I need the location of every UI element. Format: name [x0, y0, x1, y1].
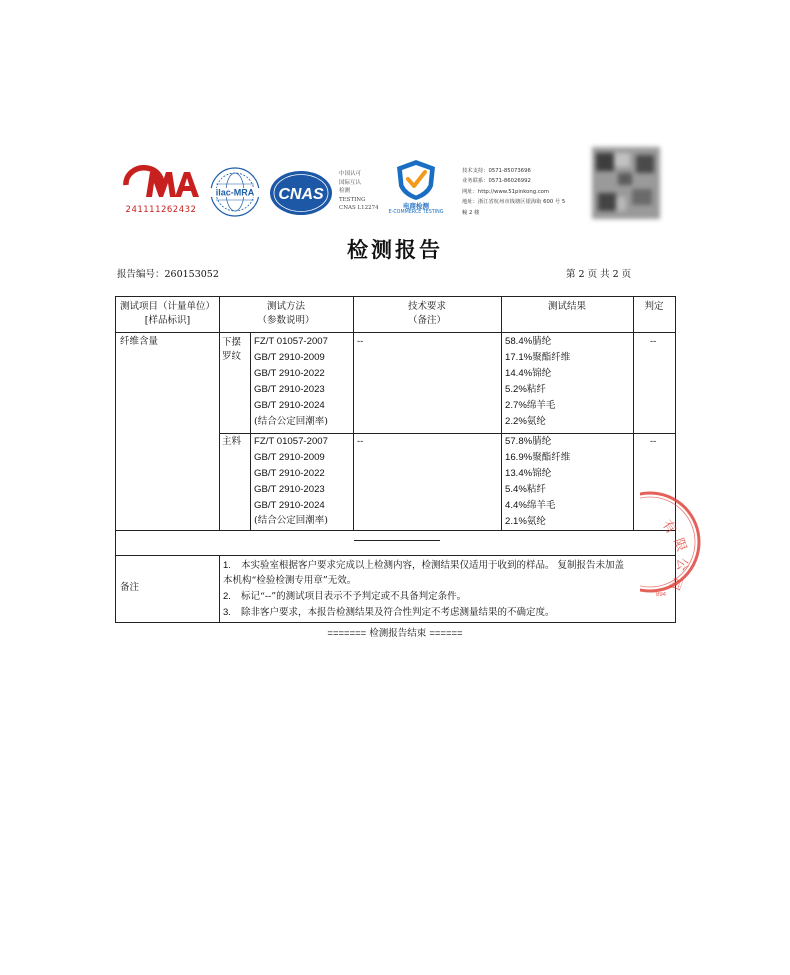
result-line: 14.4%锦纶 — [505, 368, 552, 379]
result-line: 13.4%锦纶 — [505, 468, 552, 479]
cma-mark-icon — [120, 165, 202, 205]
judgement-value: -- — [650, 436, 657, 447]
contact-line: 业务联系：0571-86026992 — [462, 178, 531, 185]
cert-line: TESTING — [339, 196, 366, 203]
svg-text:有: 有 — [658, 517, 679, 537]
method-standard: GB/T 2910-2024 — [254, 400, 325, 411]
method-note: (结合公定回潮率) — [254, 416, 328, 427]
header-line: （参数说明） — [257, 315, 315, 326]
method-standard: GB/T 2910-2009 — [254, 452, 325, 463]
header-line: （备注） — [407, 315, 446, 326]
svg-text:ilac-MRA: ilac-MRA — [215, 187, 255, 198]
method-note: (结合公定回潮率) — [254, 515, 328, 526]
remarks-label: 备注 — [120, 582, 140, 593]
result-line: 2.7%绵羊毛 — [505, 400, 556, 411]
part-line: 下摆 — [222, 337, 242, 348]
remark-item: 3. 除非客户要求，本报告检测结果及符合性判定不考虑测量结果的不确定度。 — [223, 607, 555, 618]
cert-line: 中国认可 — [339, 171, 362, 177]
end-text: 检测报告结束 — [369, 628, 427, 639]
svg-text:894: 894 — [656, 592, 667, 598]
header-requirement — [353, 300, 501, 328]
requirement-value: -- — [357, 436, 364, 447]
cert-line: CNAS L12274 — [339, 205, 379, 212]
part-line: 罗纹 — [222, 351, 242, 362]
header-result: 测试结果 — [547, 301, 586, 312]
header-line: 测试项目（计量单位） — [119, 301, 215, 312]
method-standard: GB/T 2910-2022 — [254, 368, 325, 379]
ecommerce-logo-en: E-COMMERCE TESTING — [388, 210, 444, 215]
report-title: 检测报告 — [347, 237, 443, 262]
svg-text:公: 公 — [674, 558, 689, 572]
part-label — [222, 336, 250, 364]
results-table — [115, 296, 676, 623]
official-seal-stamp — [640, 480, 720, 600]
report-end-marker — [0, 625, 790, 639]
method-standard: FZ/T 01057-2007 — [254, 336, 328, 347]
remark-item: 1. 本实验室根据客户要求完成以上检测内容，检测结果仅适用于收到的样品。 复制报告未加盖 — [223, 560, 625, 571]
item-name: 纤维含量 — [120, 336, 159, 347]
remark-item-cont: 本机构“检验检测专用章”无效。 — [223, 575, 357, 586]
svg-text:CNAS: CNAS — [278, 186, 324, 203]
part-label — [222, 435, 250, 449]
end-suffix: ====== — [429, 628, 463, 639]
contact-info — [462, 166, 592, 218]
accreditation-text — [339, 170, 389, 213]
shield-check-icon — [385, 158, 447, 202]
end-prefix: ======= — [327, 628, 367, 639]
header-test-item — [116, 300, 219, 328]
method-standard: GB/T 2910-2009 — [254, 352, 325, 363]
cma-number: 241111262432 — [125, 205, 197, 215]
result-line: 2.1%氨纶 — [505, 516, 546, 527]
contact-line: 技术支持：0571-85073696 — [462, 168, 531, 174]
qr-code-blurred — [592, 147, 660, 219]
header-line: 技术要求 — [407, 301, 446, 312]
requirement-value: -- — [357, 336, 364, 347]
remark-item: 2. 标记“--”的测试项目表示不予判定或不具备判定条件。 — [223, 591, 467, 602]
method-standard: GB/T 2910-2023 — [254, 384, 325, 395]
cma-logo — [120, 165, 202, 220]
result-line: 5.2%粘纤 — [505, 384, 546, 395]
ilac-globe-icon — [209, 166, 261, 218]
result-line: 2.2%氨纶 — [505, 416, 546, 427]
svg-text:限: 限 — [670, 536, 689, 554]
header-line: [样品标识] — [144, 315, 191, 326]
judgement-value: -- — [650, 336, 657, 347]
cnas-mark-icon — [268, 168, 334, 218]
seal-icon — [640, 480, 720, 600]
contact-line: 幢 2 楼 — [462, 209, 480, 216]
result-line: 16.9%聚酯纤维 — [505, 452, 571, 463]
cert-line: 国际互认 — [339, 179, 362, 186]
method-standard: FZ/T 01057-2007 — [254, 436, 328, 447]
result-line: 17.1%聚酯纤维 — [505, 352, 571, 363]
ilac-mra-logo — [209, 166, 261, 218]
header-test-method — [219, 300, 353, 328]
method-standard: GB/T 2910-2022 — [254, 468, 325, 479]
contact-line: 网址：http://www.51pinkong.com — [462, 188, 550, 195]
result-line: 58.4%腈纶 — [505, 336, 552, 347]
header-judgement: 判定 — [644, 301, 664, 312]
cert-line: 检测 — [339, 188, 351, 195]
contact-line: 地址：浙江省杭州市钱塘区银海街 600 号 5 — [462, 199, 566, 206]
spacer-divider — [354, 540, 440, 541]
ecommerce-logo-cn: 电商检测 — [403, 202, 429, 210]
cnas-logo — [268, 168, 334, 218]
report-number: 报告编号：260153052 — [117, 269, 219, 280]
result-line: 5.4%粘纤 — [505, 484, 546, 495]
header-line: 测试方法 — [266, 301, 305, 312]
result-line: 4.4%绵羊毛 — [505, 500, 556, 511]
method-standard: GB/T 2910-2023 — [254, 484, 325, 495]
svg-text:司: 司 — [665, 574, 685, 592]
result-line: 57.8%腈纶 — [505, 436, 552, 447]
page-indicator: 第 2 页 共 2 页 — [566, 269, 632, 280]
part-line: 主料 — [222, 436, 242, 447]
method-standard: GB/T 2910-2024 — [254, 500, 325, 511]
